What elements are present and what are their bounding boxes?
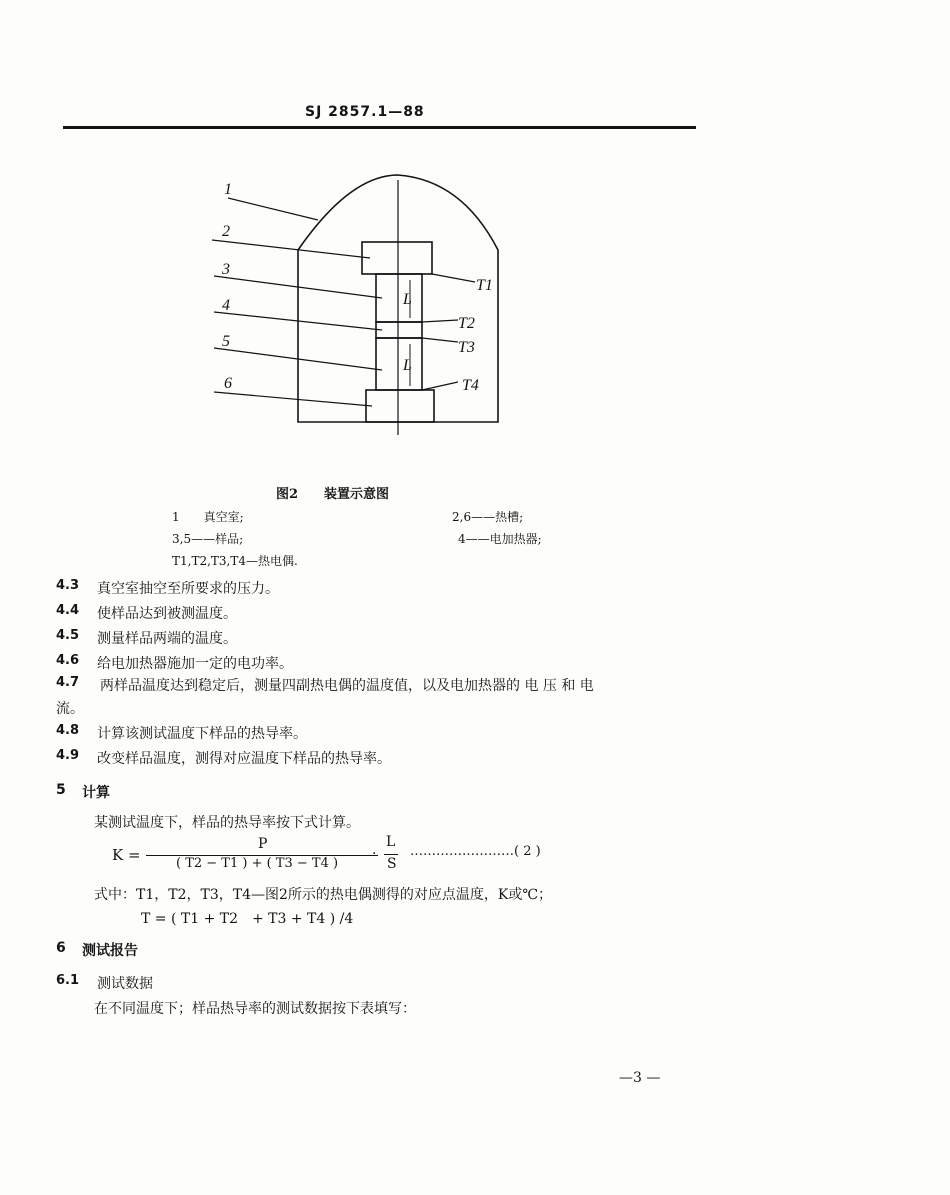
step-text: 两样品温度达到稳定后，测量四副热电偶的温度值，以及电加热器的 电 压 和 电 (100, 678, 594, 694)
legend-item-2: 2,6——热槽; (452, 510, 524, 524)
figure-caption: 图2 装置示意图 (276, 487, 390, 502)
legend-item-5: T1,T2,T3,T4—热电偶. (172, 554, 298, 568)
callout-3: 3 (222, 261, 230, 278)
formula-dot: · (372, 846, 377, 862)
leader-6 (214, 392, 372, 406)
formula-numerator: P (258, 836, 268, 852)
label-t1: T1 (476, 277, 493, 294)
step-number: 4.7 (56, 675, 80, 690)
step-number: 4.3 (56, 578, 80, 593)
formula-lhs: K = (112, 846, 141, 864)
step-number: 4.8 (56, 723, 80, 738)
subsection-number: 6.1 (56, 973, 80, 988)
page-number: —3 — (619, 1070, 661, 1086)
subsection-title: 测试数据 (97, 976, 153, 992)
mean-temperature: T = ( T1 + T2 + T3 + T4 ) /4 (141, 911, 354, 927)
leader-1 (228, 198, 318, 220)
document-id: SJ 2857.1—88 (305, 104, 425, 120)
step-number: 4.6 (56, 653, 80, 668)
legend-item-3: 3,5——样品; (172, 532, 244, 546)
callout-4: 4 (222, 297, 230, 314)
label-l-upper: L (403, 291, 412, 308)
step-text: 改变样品温度，测得对应温度下样品的热导率。 (97, 751, 391, 767)
formula-denominator: ( T2 − T1 ) + ( T3 − T4 ) (176, 856, 339, 871)
formula-frac2-numerator: L (386, 834, 396, 850)
apparatus-diagram (200, 170, 510, 440)
heater (376, 322, 422, 338)
label-t3: T3 (458, 339, 475, 356)
step-number: 4.5 (56, 628, 80, 643)
label-t4: T4 (462, 377, 479, 394)
step-text: 给电加热器施加一定的电功率。 (97, 656, 293, 672)
step-number: 4.4 (56, 603, 80, 618)
calc-intro: 某测试温度下，样品的热导率按下式计算。 (94, 815, 360, 831)
callout-1: 1 (224, 181, 232, 198)
label-t2: T2 (458, 315, 475, 332)
label-l-lower: L (403, 357, 412, 374)
legend-item-1: 1 真空室; (172, 510, 244, 524)
step-text-continued: 流。 (56, 701, 84, 717)
callout-5: 5 (222, 333, 230, 350)
section-title: 测试报告 (82, 943, 138, 959)
fraction-bar-2 (384, 854, 398, 855)
legend-item-4: 4——电加热器; (458, 532, 542, 546)
header-rule (63, 126, 696, 129)
lower-sample (376, 338, 422, 390)
section-number: 5 (56, 782, 66, 798)
callout-2: 2 (222, 223, 230, 240)
equation-number: ……………………( 2 ) (410, 844, 541, 859)
formula-frac2-denominator: S (387, 856, 397, 872)
step-text: 使样品达到被测温度。 (97, 606, 237, 622)
bottom-heat-sink (366, 390, 434, 422)
top-heat-sink (362, 242, 432, 274)
step-text: 测量样品两端的温度。 (97, 631, 237, 647)
callout-6: 6 (224, 375, 232, 392)
leader-2 (212, 240, 370, 258)
step-text: 计算该测试温度下样品的热导率。 (97, 726, 307, 742)
step-text: 真空室抽空至所要求的压力。 (97, 581, 279, 597)
formula-where: 式中：T1，T2，T3，T4—图2所示的热电偶测得的对应点温度，K或℃； (94, 887, 553, 903)
section-number: 6 (56, 940, 66, 956)
section-title: 计算 (82, 785, 110, 801)
step-number: 4.9 (56, 748, 80, 763)
report-body: 在不同温度下；样品热导率的测试数据按下表填写： (94, 1001, 416, 1017)
upper-sample (376, 274, 422, 322)
